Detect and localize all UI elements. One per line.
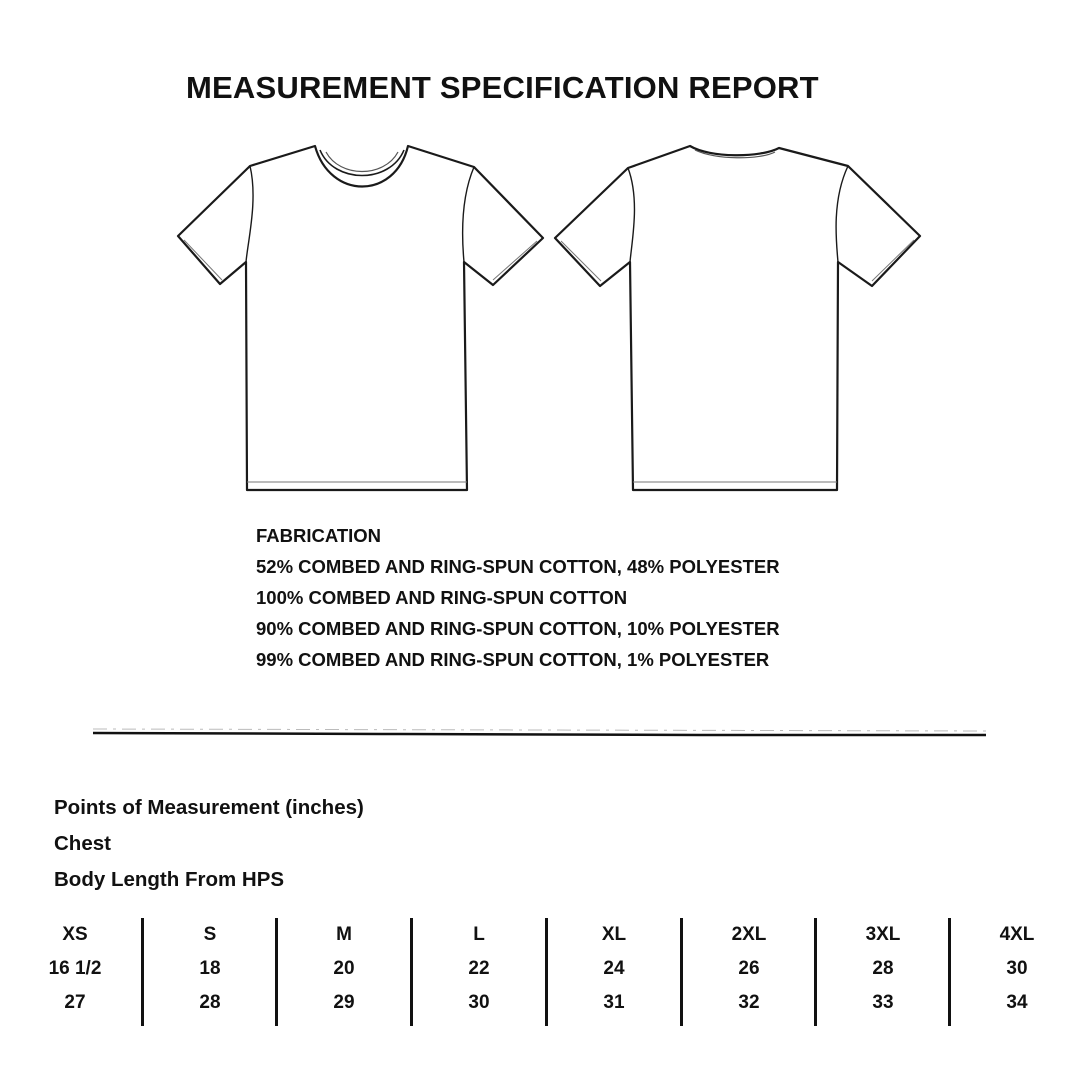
size-label: 3XL [865, 924, 901, 945]
fabrication-line: 90% COMBED AND RING-SPUN COTTON, 10% POLYESTER [256, 618, 780, 639]
size-label: M [336, 924, 352, 945]
tshirt-back-illustration [555, 146, 920, 490]
size-label: L [473, 924, 485, 945]
size-table [8, 918, 1080, 1026]
body-length-value: 30 [468, 992, 490, 1013]
body-length-value: 32 [738, 992, 760, 1013]
body-length-value: 33 [872, 992, 894, 1013]
body-length-value: 27 [64, 992, 86, 1013]
size-label: 2XL [731, 924, 767, 945]
size-column-m [277, 918, 411, 1026]
chest-value: 26 [738, 958, 760, 979]
body-length-value: 29 [333, 992, 355, 1013]
fabrication-section [256, 520, 780, 675]
size-column-s [143, 918, 277, 1026]
body-length-value: 34 [1006, 992, 1028, 1013]
size-column-4xl [950, 918, 1080, 1026]
size-column-l [412, 918, 546, 1026]
pom-heading: Points of Measurement (inches) [54, 796, 364, 819]
points-of-measurement [54, 790, 364, 898]
fabrication-heading: FABRICATION [256, 525, 382, 546]
size-label: 4XL [999, 924, 1035, 945]
chest-value: 16 1/2 [48, 958, 102, 979]
chest-value: 24 [603, 958, 625, 979]
chest-value: 18 [199, 958, 221, 979]
tshirt-flats [0, 0, 1080, 500]
size-label: S [203, 924, 217, 945]
size-column-xl [547, 918, 681, 1026]
size-column-2xl [682, 918, 816, 1026]
size-column-xs [8, 918, 142, 1026]
chest-value: 30 [1006, 958, 1028, 979]
chest-value: 28 [872, 958, 894, 979]
fabrication-line: 99% COMBED AND RING-SPUN COTTON, 1% POLYESTER [256, 649, 770, 670]
tshirt-front-illustration [178, 146, 543, 490]
size-label: XS [62, 924, 88, 945]
size-label: XL [601, 924, 627, 945]
size-column-3xl [816, 918, 950, 1026]
pom-row-label: Chest [54, 832, 111, 855]
chest-value: 20 [333, 958, 355, 979]
body-length-value: 28 [199, 992, 221, 1013]
pom-row-label: Body Length From HPS [54, 868, 285, 891]
chest-value: 22 [468, 958, 490, 979]
body-length-value: 31 [603, 992, 625, 1013]
fabrication-line: 52% COMBED AND RING-SPUN COTTON, 48% POLYESTER [256, 556, 780, 577]
fabrication-line: 100% COMBED AND RING-SPUN COTTON [256, 587, 628, 608]
page-title: MEASUREMENT SPECIFICATION REPORT [186, 70, 819, 105]
